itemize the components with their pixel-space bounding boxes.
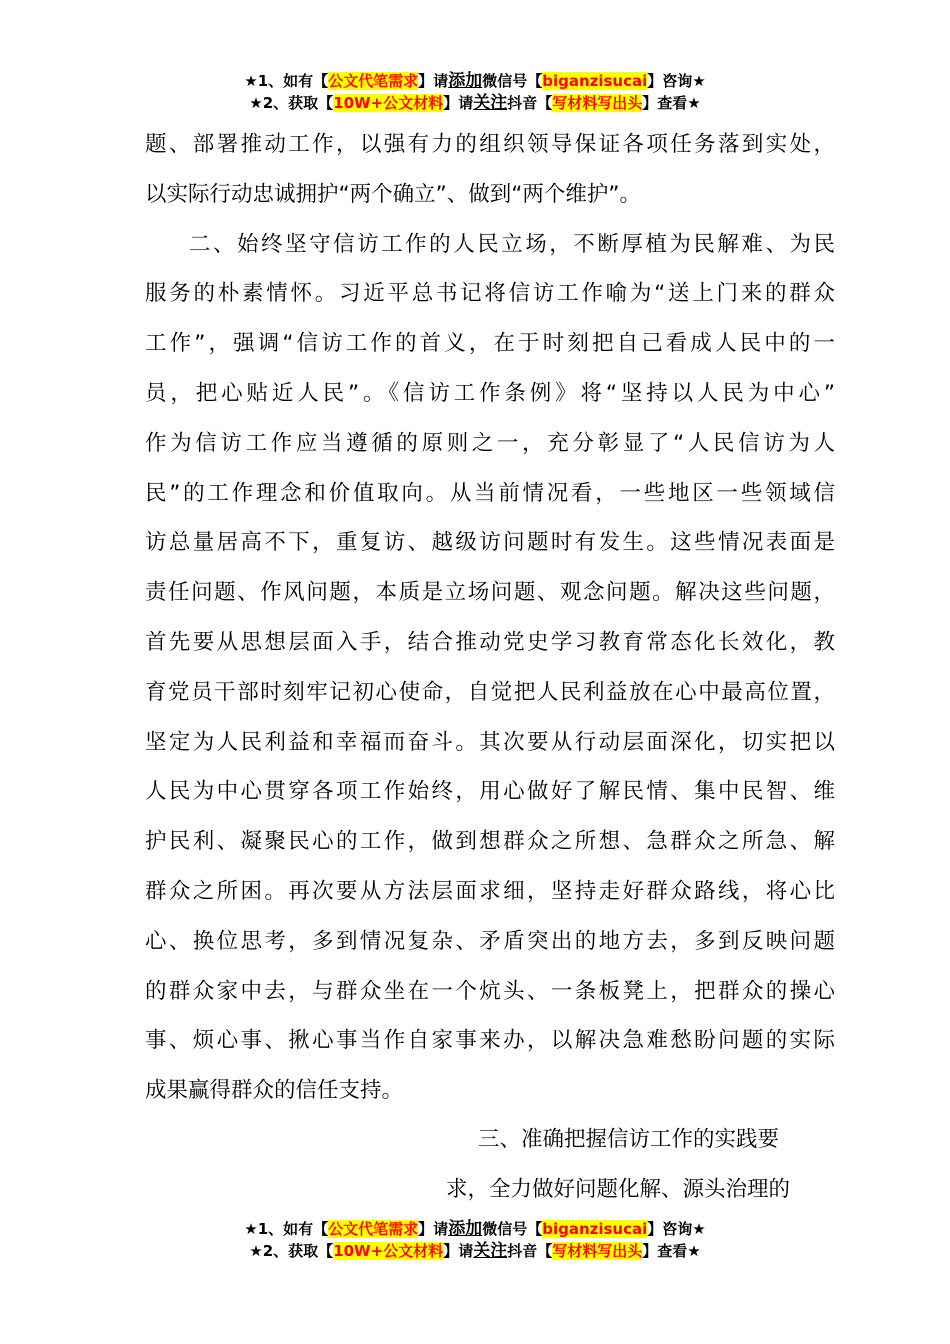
banner-text: ★2、获取【 bbox=[249, 1242, 334, 1260]
banner-text: 微信号【 bbox=[482, 1220, 543, 1238]
banner-text: ★2、获取【 bbox=[249, 94, 334, 112]
highlight-douyin: 写材料写出头 bbox=[552, 94, 643, 112]
body-line: 事、烦心事、揪心事当作自家事来办，以解决急难愁盼问题的实际 bbox=[145, 1028, 835, 1054]
body-line: 服务的朴素情怀。习近平总书记将信访工作喻为“送上门来的群众 bbox=[145, 281, 835, 307]
emphasis-follow: 关注 bbox=[473, 93, 508, 113]
emphasis-add: 添加 bbox=[448, 1219, 483, 1239]
banner-text: 】查看★ bbox=[642, 1242, 701, 1260]
body-line: 题、部署推动工作，以强有力的组织领导保证各项任务落到实处， bbox=[145, 132, 835, 157]
banner-text: ★1、如有【 bbox=[244, 72, 329, 90]
top-banner bbox=[0, 70, 950, 114]
banner-line-2 bbox=[0, 92, 950, 114]
body-line: 的群众家中去，与群众坐在一个炕头、一条板凳上，把群众的操心 bbox=[145, 978, 835, 1004]
banner-text: 】请 bbox=[443, 94, 474, 112]
banner-text: 】请 bbox=[418, 72, 449, 90]
body-line: 首先要从思想层面入手，结合推动党史学习教育常态化长效化，教 bbox=[145, 629, 835, 655]
body-line: 人民为中心贯穿各项工作始终，用心做好了解民情、集中民智、维 bbox=[145, 779, 835, 805]
highlight-ghostwriting: 公文代笔需求 bbox=[328, 72, 419, 90]
banner-text: 】请 bbox=[443, 1242, 474, 1260]
banner-text: 】咨询★ bbox=[647, 1220, 706, 1238]
banner-line-2 bbox=[0, 1240, 950, 1262]
highlight-materials: 10W+公文材料 bbox=[333, 94, 444, 112]
banner-line-1 bbox=[0, 70, 950, 92]
body-line: 成果赢得群众的信任支持。 bbox=[145, 1078, 404, 1104]
body-line: 育党员干部时刻牢记初心使命，自觉把人民利益放在心中最高位置， bbox=[145, 679, 835, 705]
body-line: 以实际行动忠诚拥护“两个确立”、做到“两个维护”。 bbox=[145, 181, 642, 207]
banner-text: 抖音【 bbox=[507, 1242, 553, 1260]
bottom-banner bbox=[0, 1218, 950, 1262]
body-line: 访总量居高不下，重复访、越级访问题时有发生。这些情况表面是 bbox=[145, 530, 835, 556]
section-heading-3-cont bbox=[446, 1165, 836, 1215]
body-line: 责任问题、作风问题，本质是立场问题、观念问题。解决这些问题， bbox=[145, 580, 835, 606]
body-line: 坚定为人民利益和幸福而奋斗。其次要从行动层面深化，切实把以 bbox=[145, 729, 835, 755]
emphasis-add: 添加 bbox=[448, 71, 483, 91]
highlight-materials: 10W+公文材料 bbox=[333, 1242, 444, 1260]
heading-line: 求，全力做好问题化解、源头治理的 bbox=[446, 1177, 791, 1202]
banner-text: 】咨询★ bbox=[647, 72, 706, 90]
heading-line: 三、准确把握信访工作的实践要 bbox=[478, 1127, 780, 1152]
highlight-wechat-id: biganzisucai bbox=[542, 1220, 648, 1238]
banner-text: 微信号【 bbox=[482, 72, 543, 90]
banner-text: 】查看★ bbox=[642, 94, 701, 112]
body-line: 群众之所困。再次要从方法层面求细，坚持走好群众路线，将心比 bbox=[145, 878, 835, 904]
highlight-ghostwriting: 公文代笔需求 bbox=[328, 1220, 419, 1238]
section-heading-2: 二、始终坚守信访工作的人民立场，不断厚植为民解难、为民 bbox=[189, 231, 835, 257]
body-line: 心、换位思考，多到情况复杂、矛盾突出的地方去，多到反映问题 bbox=[145, 928, 835, 954]
banner-text: 抖音【 bbox=[507, 94, 553, 112]
body-line: 民”的工作理念和价值取向。从当前情况看，一些地区一些领域信 bbox=[145, 480, 835, 506]
banner-text: ★1、如有【 bbox=[244, 1220, 329, 1238]
highlight-wechat-id: biganzisucai bbox=[542, 72, 648, 90]
section-heading-3 bbox=[478, 1115, 838, 1165]
highlight-douyin: 写材料写出头 bbox=[552, 1242, 643, 1260]
banner-line-1 bbox=[0, 1218, 950, 1240]
document-body bbox=[145, 120, 835, 1116]
banner-text: 】请 bbox=[418, 1220, 449, 1238]
body-line: 护民利、凝聚民心的工作，做到想群众之所想、急群众之所急、解 bbox=[145, 829, 835, 855]
emphasis-follow: 关注 bbox=[473, 1241, 508, 1261]
body-line: 工作”，强调“信访工作的首义，在于时刻把自己看成人民中的一 bbox=[145, 331, 835, 357]
body-line: 作为信访工作应当遵循的原则之一，充分彰显了“人民信访为人 bbox=[145, 430, 835, 456]
body-line: 员，把心贴近人民”。《信访工作条例》将“坚持以人民为中心” bbox=[145, 380, 835, 406]
